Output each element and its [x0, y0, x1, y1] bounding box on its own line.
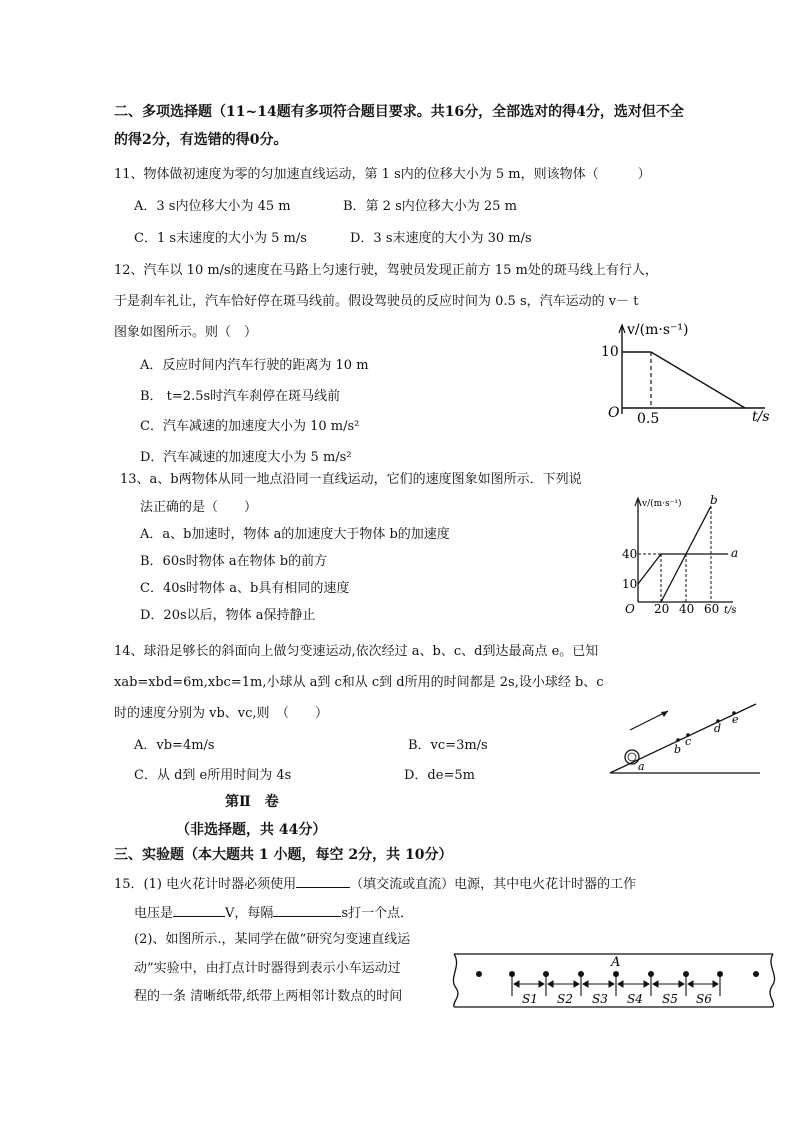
q15-line1-a: 15．(1) 电火花计时器必须使用	[114, 877, 297, 892]
part2-title: 第Ⅱ 卷	[225, 794, 279, 810]
q15-line1	[114, 874, 636, 893]
q13-origin: O	[625, 602, 635, 616]
q14-label-d: d	[714, 722, 722, 735]
q15-label-s3: S3	[592, 992, 608, 1006]
q12-velocity-decline	[651, 352, 745, 408]
q12-vt-graph	[595, 315, 775, 430]
section2-title-line1: 二、多项选择题（11~14题有多项符合题目要求。共16分，全部选对的得4分，选对但不全	[114, 104, 684, 120]
q12-x-tick-0.5: 0.5	[637, 411, 660, 427]
q15-label-s1: S1	[522, 992, 538, 1006]
q13-y-tick-10: 10	[622, 577, 638, 591]
q12-option-c: C．汽车减速的加速度大小为 10 m/s²	[140, 419, 360, 434]
section3-title: 三、实验题（本大题共 1 小题，每空 2分，共 10分）	[114, 847, 453, 863]
q15-label-s4: S4	[627, 992, 643, 1006]
q11-option-d: D．3 s末速度的大小为 30 m/s	[350, 231, 532, 246]
q15-line3: (2)、如图所示.，某同学在做“研究匀变速直线运	[134, 932, 411, 947]
q13-vt-graph	[618, 494, 748, 619]
q11-stem: 11、物体做初速度为零的匀加速直线运动，第 1 s内的位移大小为 5 m，则该物体（ ）	[114, 167, 651, 182]
q15-blank-voltage[interactable]	[173, 903, 225, 917]
q13-line-a-accel	[638, 554, 661, 584]
q14-stem-line2: xab=xbd=6m,xbc=1m,小球从 a到 c和从 c到 d所用的时间都是 2s,设小球经 b、c	[114, 675, 604, 690]
q14-option-c: C．从 d到 e所用时间为 4s	[134, 768, 292, 783]
q15-point-a-label: A	[611, 955, 621, 970]
q14-stem-line3: 时的速度分别为 vb、vc,则 （ ）	[114, 706, 329, 721]
q15-label-s5: S5	[662, 992, 678, 1006]
q15-dot-0	[476, 971, 482, 977]
q13-x-label: t/s	[724, 605, 737, 616]
q14-label-a: a	[638, 760, 645, 773]
q13-stem-line2: 法正确的是（ ）	[140, 500, 258, 515]
q13-x-tick-40: 40	[679, 602, 695, 616]
section2-title-line2: 的得2分，有选错的得0分。	[114, 132, 288, 148]
q15-label-s2: S2	[557, 992, 573, 1006]
q15-blank-current-type[interactable]	[296, 874, 350, 888]
q12-y-tick-10: 10	[601, 344, 619, 360]
q12-stem-line1: 12、汽车以 10 m/s的速度在马路上匀速行驶，驾驶员发现正前方 15 m处的斑马线上有行人，	[114, 263, 658, 278]
q12-option-a: A．反应时间内汽车行驶的距离为 10 m	[140, 358, 369, 373]
q13-option-a: A．a、b加速时，物体 a的加速度大于物体 b的加速度	[140, 527, 450, 542]
q12-y-label: v/(m·s⁻¹)	[627, 322, 689, 338]
q15-dot-8	[753, 971, 759, 977]
q15-line1-b: （填交流或直流）电源，其中电火花计时器的工作	[350, 877, 637, 892]
q15-label-s6: S6	[696, 992, 712, 1006]
q12-x-label: t/s	[752, 409, 770, 425]
q12-stem-line3: 图象如图所示。则（ ）	[114, 325, 258, 340]
q14-ball-inner	[628, 753, 636, 761]
q13-label-a: a	[731, 546, 739, 560]
q14-label-c: c	[685, 735, 692, 748]
q14-option-b: B．vc=3m/s	[408, 738, 488, 753]
q13-stem-line1: 13、a、b两物体从同一地点沿同一直线运动，它们的速度图象如图所示．下列说	[120, 472, 582, 487]
q15-line5: 程的一条 清晰纸带,纸带上两相邻计数点的时间	[134, 989, 403, 1004]
q11-option-a: A．3 s内位移大小为 45 m	[134, 199, 291, 214]
q12-stem-line2: 于是刹车礼让，汽车恰好停在斑马线前。假设驾驶员的反应时间为 0.5 s，汽车运动的 v－ t	[114, 294, 639, 309]
q14-label-e: e	[732, 713, 739, 726]
q14-label-b: b	[674, 743, 682, 756]
q13-option-b: B．60s时物体 a在物体 b的前方	[140, 554, 328, 569]
q15-line2-b: V，每隔	[225, 906, 274, 921]
q12-option-d: D．汽车减速的加速度大小为 5 m/s²	[140, 450, 352, 465]
q11-option-c: C．1 s末速度的大小为 5 m/s	[134, 231, 307, 246]
q14-option-d: D．de=5m	[404, 768, 475, 783]
q14-incline-figure	[610, 700, 760, 780]
q15-blank-interval[interactable]	[273, 903, 341, 917]
q14-stem-line1: 14、球沿足够长的斜面向上做匀变速运动,依次经过 a、b、c、d到达最高点 e。已知	[114, 644, 599, 659]
part2-subtitle: （非选择题，共 44分）	[176, 822, 327, 838]
q11-option-b: B．第 2 s内位移大小为 25 m	[343, 199, 517, 214]
q13-y-label: v/(m·s⁻¹)	[642, 499, 682, 509]
q15-line4: 动”实验中，由打点计时器得到表示小车运动过	[134, 961, 401, 976]
q13-option-d: D．20s以后，物体 a保持静止	[140, 608, 316, 623]
q12-option-b: B． t=2.5s时汽车刹停在斑马线前	[140, 389, 341, 404]
q14-option-a: A．vb=4m/s	[134, 738, 215, 753]
q15-line2-a: 电压是	[134, 906, 174, 921]
q15-paper-tape-figure	[448, 950, 786, 1012]
q12-origin: O	[608, 405, 620, 421]
q13-y-tick-40: 40	[622, 547, 638, 561]
q13-option-c: C．40s时物体 a、b具有相同的速度	[140, 581, 350, 596]
q15-tape-left-edge	[453, 954, 458, 1007]
q15-tape-right-edge	[770, 954, 775, 1007]
q15-line2	[134, 903, 413, 922]
q15-line2-c: s打一个点．	[341, 906, 414, 921]
q13-x-tick-60: 60	[704, 602, 720, 616]
q13-label-b: b	[710, 493, 718, 507]
q13-x-tick-20: 20	[654, 602, 670, 616]
q14-point-b	[676, 738, 680, 742]
